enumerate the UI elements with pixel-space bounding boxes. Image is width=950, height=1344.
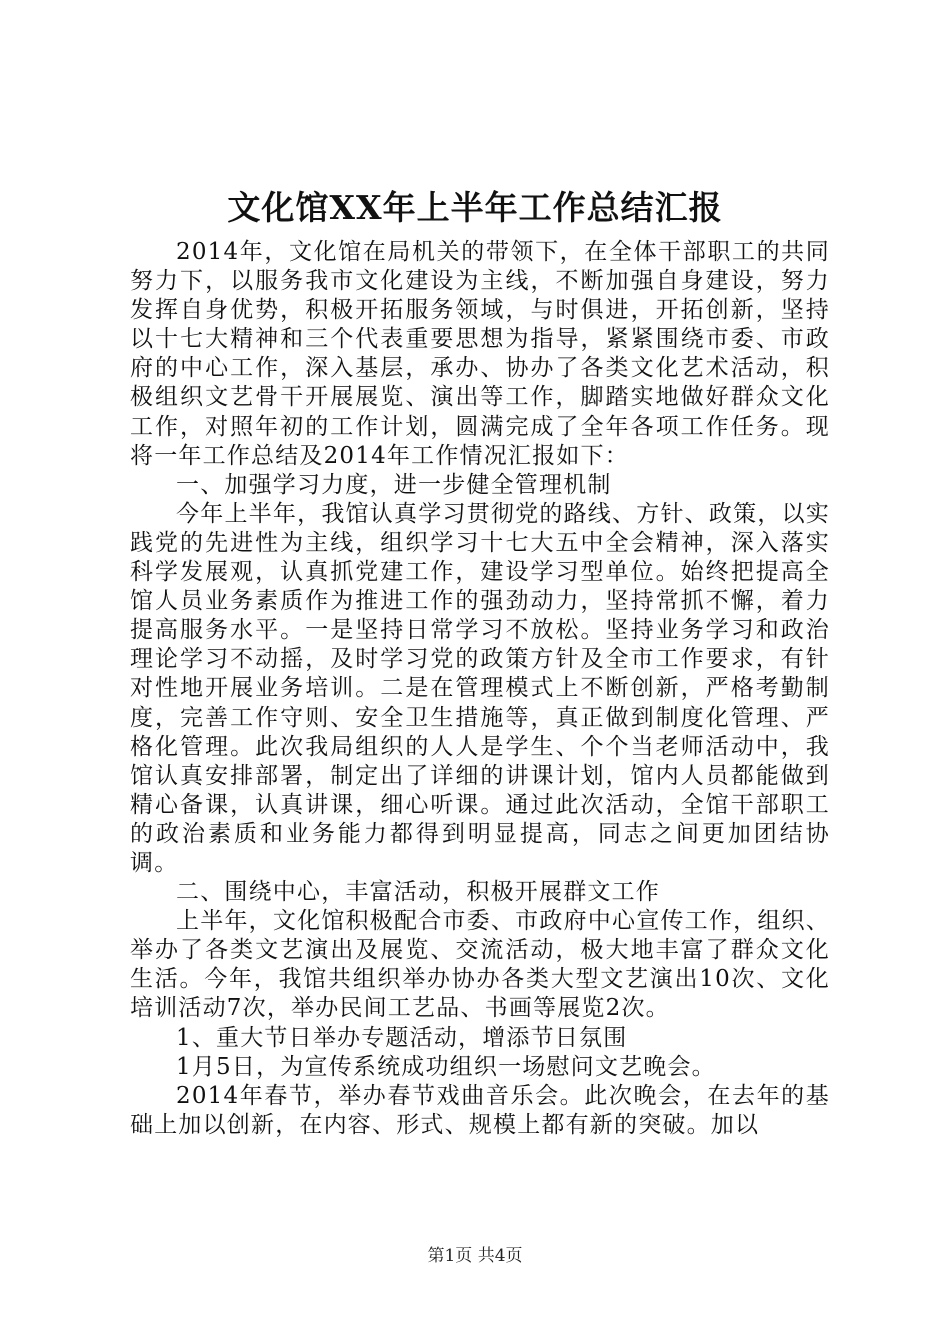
section-2-paragraph: 上半年，文化馆积极配合市委、市政府中心宣传工作，组织、举办了各类文艺演出及展览、交流活动，极大地丰富了群众文化生活。今年，我馆共组织举办协办各类大型文艺演出10次、文化培训活动7次，举办民间工艺品、书画等展览2次。 bbox=[130, 908, 830, 1022]
section-heading-1: 一、加强学习力度，进一步健全管理机制 bbox=[176, 471, 612, 498]
intro-paragraph: 2014年，文化馆在局机关的带领下，在全体干部职工的共同努力下，以服务我市文化建设为主线，不断加强自身建设，努力发挥自身优势，积极开拓服务领域，与时俱进，开拓创新，坚持以十七大精神和三个代表重要思想为指导，紧紧围绕市委、市政府的中心工作，深入基层，承办、协办了各类文化艺术活动，积极组织文艺骨干开展展览、演出等工作，脚踏实地做好群众文化工作，对照年初的工作计划，圆满完成了全年各项工作任务。现将一年工作总结及2014年工作情况汇报如下： bbox=[130, 239, 830, 469]
document-title: 文化馆XX年上半年工作总结汇报 bbox=[227, 188, 723, 227]
section-1-paragraph: 今年上半年，我馆认真学习贯彻党的路线、方针、政策，以实践党的先进性为主线，组织学习十七大五中全会精神，深入落实科学发展观，认真抓党建工作，建设学习型单位。始终把提高全馆人员业务素质作为推进工作的强劲动力，坚持常抓不懈，着力提高服务水平。一是坚持日常学习不放松。坚持业务学习和政治理论学习不动摇，及时学习党的政策方针及全市工作要求，有针对性地开展业务培训。二是在管理模式上不断创新，严格考勤制度，完善工作守则、安全卫生措施等，真正做到制度化管理、严格化管理。此次我局组织的人人是学生、个个当老师活动中，我馆认真安排部署，制定出了详细的讲课计划，馆内人员都能做到精心备课，认真讲课，细心听课。通过此次活动，全馆干部职工的政治素质和业务能力都得到明显提高，同志之间更加团结协调。 bbox=[130, 500, 830, 876]
event-paragraph-2: 2014年春节，举办春节戏曲音乐会。此次晚会，在去年的基础上加以创新，在内容、形式、规模上都有新的突破。加以 bbox=[130, 1082, 830, 1138]
section-heading-2: 二、围绕中心，丰富活动，积极开展群文工作 bbox=[176, 879, 660, 906]
page-number-footer: 第1页 共4页 bbox=[427, 1246, 523, 1266]
document-body bbox=[130, 238, 830, 1140]
subsection-heading-1: 1、重大节日举办专题活动，增添节日氛围 bbox=[176, 1024, 628, 1051]
event-paragraph-1: 1月5日，为宣传系统成功组织一场慰问文艺晚会。 bbox=[176, 1053, 716, 1080]
